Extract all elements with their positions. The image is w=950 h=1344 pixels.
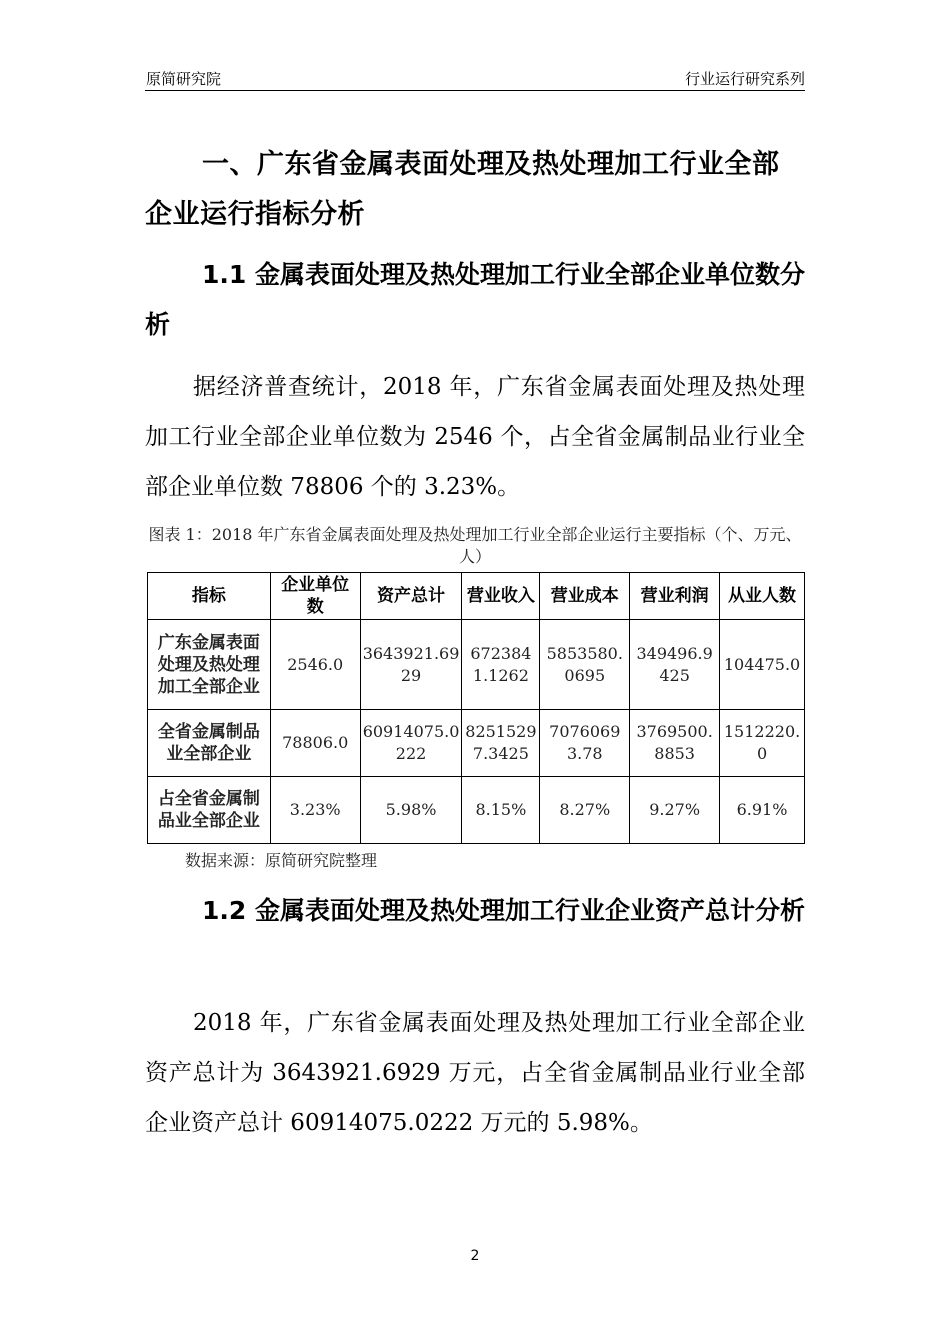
row-label: 占全省金属制品业全部企业 bbox=[148, 777, 271, 844]
table-cell: 3.23% bbox=[270, 777, 360, 844]
row-label: 广东金属表面处理及热处理加工全部企业 bbox=[148, 620, 271, 710]
table-cell: 6.91% bbox=[720, 777, 805, 844]
header-right: 行业运行研究系列 bbox=[684, 70, 805, 88]
table-cell: 82515297.3425 bbox=[462, 710, 540, 777]
subsection-title-1-1: 1.1 金属表面处理及热处理加工行业全部企业单位数分析 bbox=[145, 260, 805, 339]
paragraph-1-2: 2018 年，广东省金属表面处理及热处理加工行业全部企业资产总计为 3643921.6929 万元，占全省金属制品业行业全部企业资产总计 60914075.0222 万元的 5.98%。 bbox=[145, 1010, 805, 1136]
table-row bbox=[148, 777, 805, 844]
table-cell: 70760693.78 bbox=[540, 710, 630, 777]
table-header-row bbox=[148, 573, 805, 620]
table-cell: 2546.0 bbox=[270, 620, 360, 710]
table-cell: 5.98% bbox=[360, 777, 462, 844]
table-cell: 8.27% bbox=[540, 777, 630, 844]
table-caption: 图表 1：2018 年广东省金属表面处理及热处理加工行业全部企业运行主要指标（个、万元、人） bbox=[148, 525, 802, 566]
column-header: 营业利润 bbox=[630, 573, 720, 620]
table-cell: 3769500.8853 bbox=[630, 710, 720, 777]
table-row bbox=[148, 620, 805, 710]
indicators-table bbox=[147, 572, 805, 844]
table-cell: 9.27% bbox=[630, 777, 720, 844]
column-header: 指标 bbox=[148, 573, 271, 620]
table-cell: 6723841.1262 bbox=[462, 620, 540, 710]
table-cell: 78806.0 bbox=[270, 710, 360, 777]
table-cell: 8.15% bbox=[462, 777, 540, 844]
table-cell: 3643921.6929 bbox=[360, 620, 462, 710]
column-header: 资产总计 bbox=[360, 573, 462, 620]
table-cell: 104475.0 bbox=[720, 620, 805, 710]
header-left: 原简研究院 bbox=[146, 70, 222, 88]
subsection-title-1-2: 1.2 金属表面处理及热处理加工行业企业资产总计分析 bbox=[202, 896, 805, 925]
header-divider bbox=[145, 90, 805, 91]
paragraph-1-1: 据经济普查统计，2018 年，广东省金属表面处理及热处理加工行业全部企业单位数为 2546 个，占全省金属制品业行业全部企业单位数 78806 个的 3.23%。 bbox=[145, 374, 805, 500]
table-row bbox=[148, 710, 805, 777]
page-number: 2 bbox=[470, 1248, 480, 1264]
table-cell: 60914075.0222 bbox=[360, 710, 462, 777]
column-header: 营业收入 bbox=[462, 573, 540, 620]
table-source: 数据来源：原简研究院整理 bbox=[185, 851, 378, 870]
column-header: 营业成本 bbox=[540, 573, 630, 620]
column-header: 从业人数 bbox=[720, 573, 805, 620]
section-title: 一、广东省金属表面处理及热处理加工行业全部企业运行指标分析 bbox=[145, 149, 780, 230]
table-cell: 5853580.0695 bbox=[540, 620, 630, 710]
table-cell: 349496.9425 bbox=[630, 620, 720, 710]
row-label: 全省金属制品业全部企业 bbox=[148, 710, 271, 777]
table-cell: 1512220.0 bbox=[720, 710, 805, 777]
column-header: 企业单位数 bbox=[270, 573, 360, 620]
